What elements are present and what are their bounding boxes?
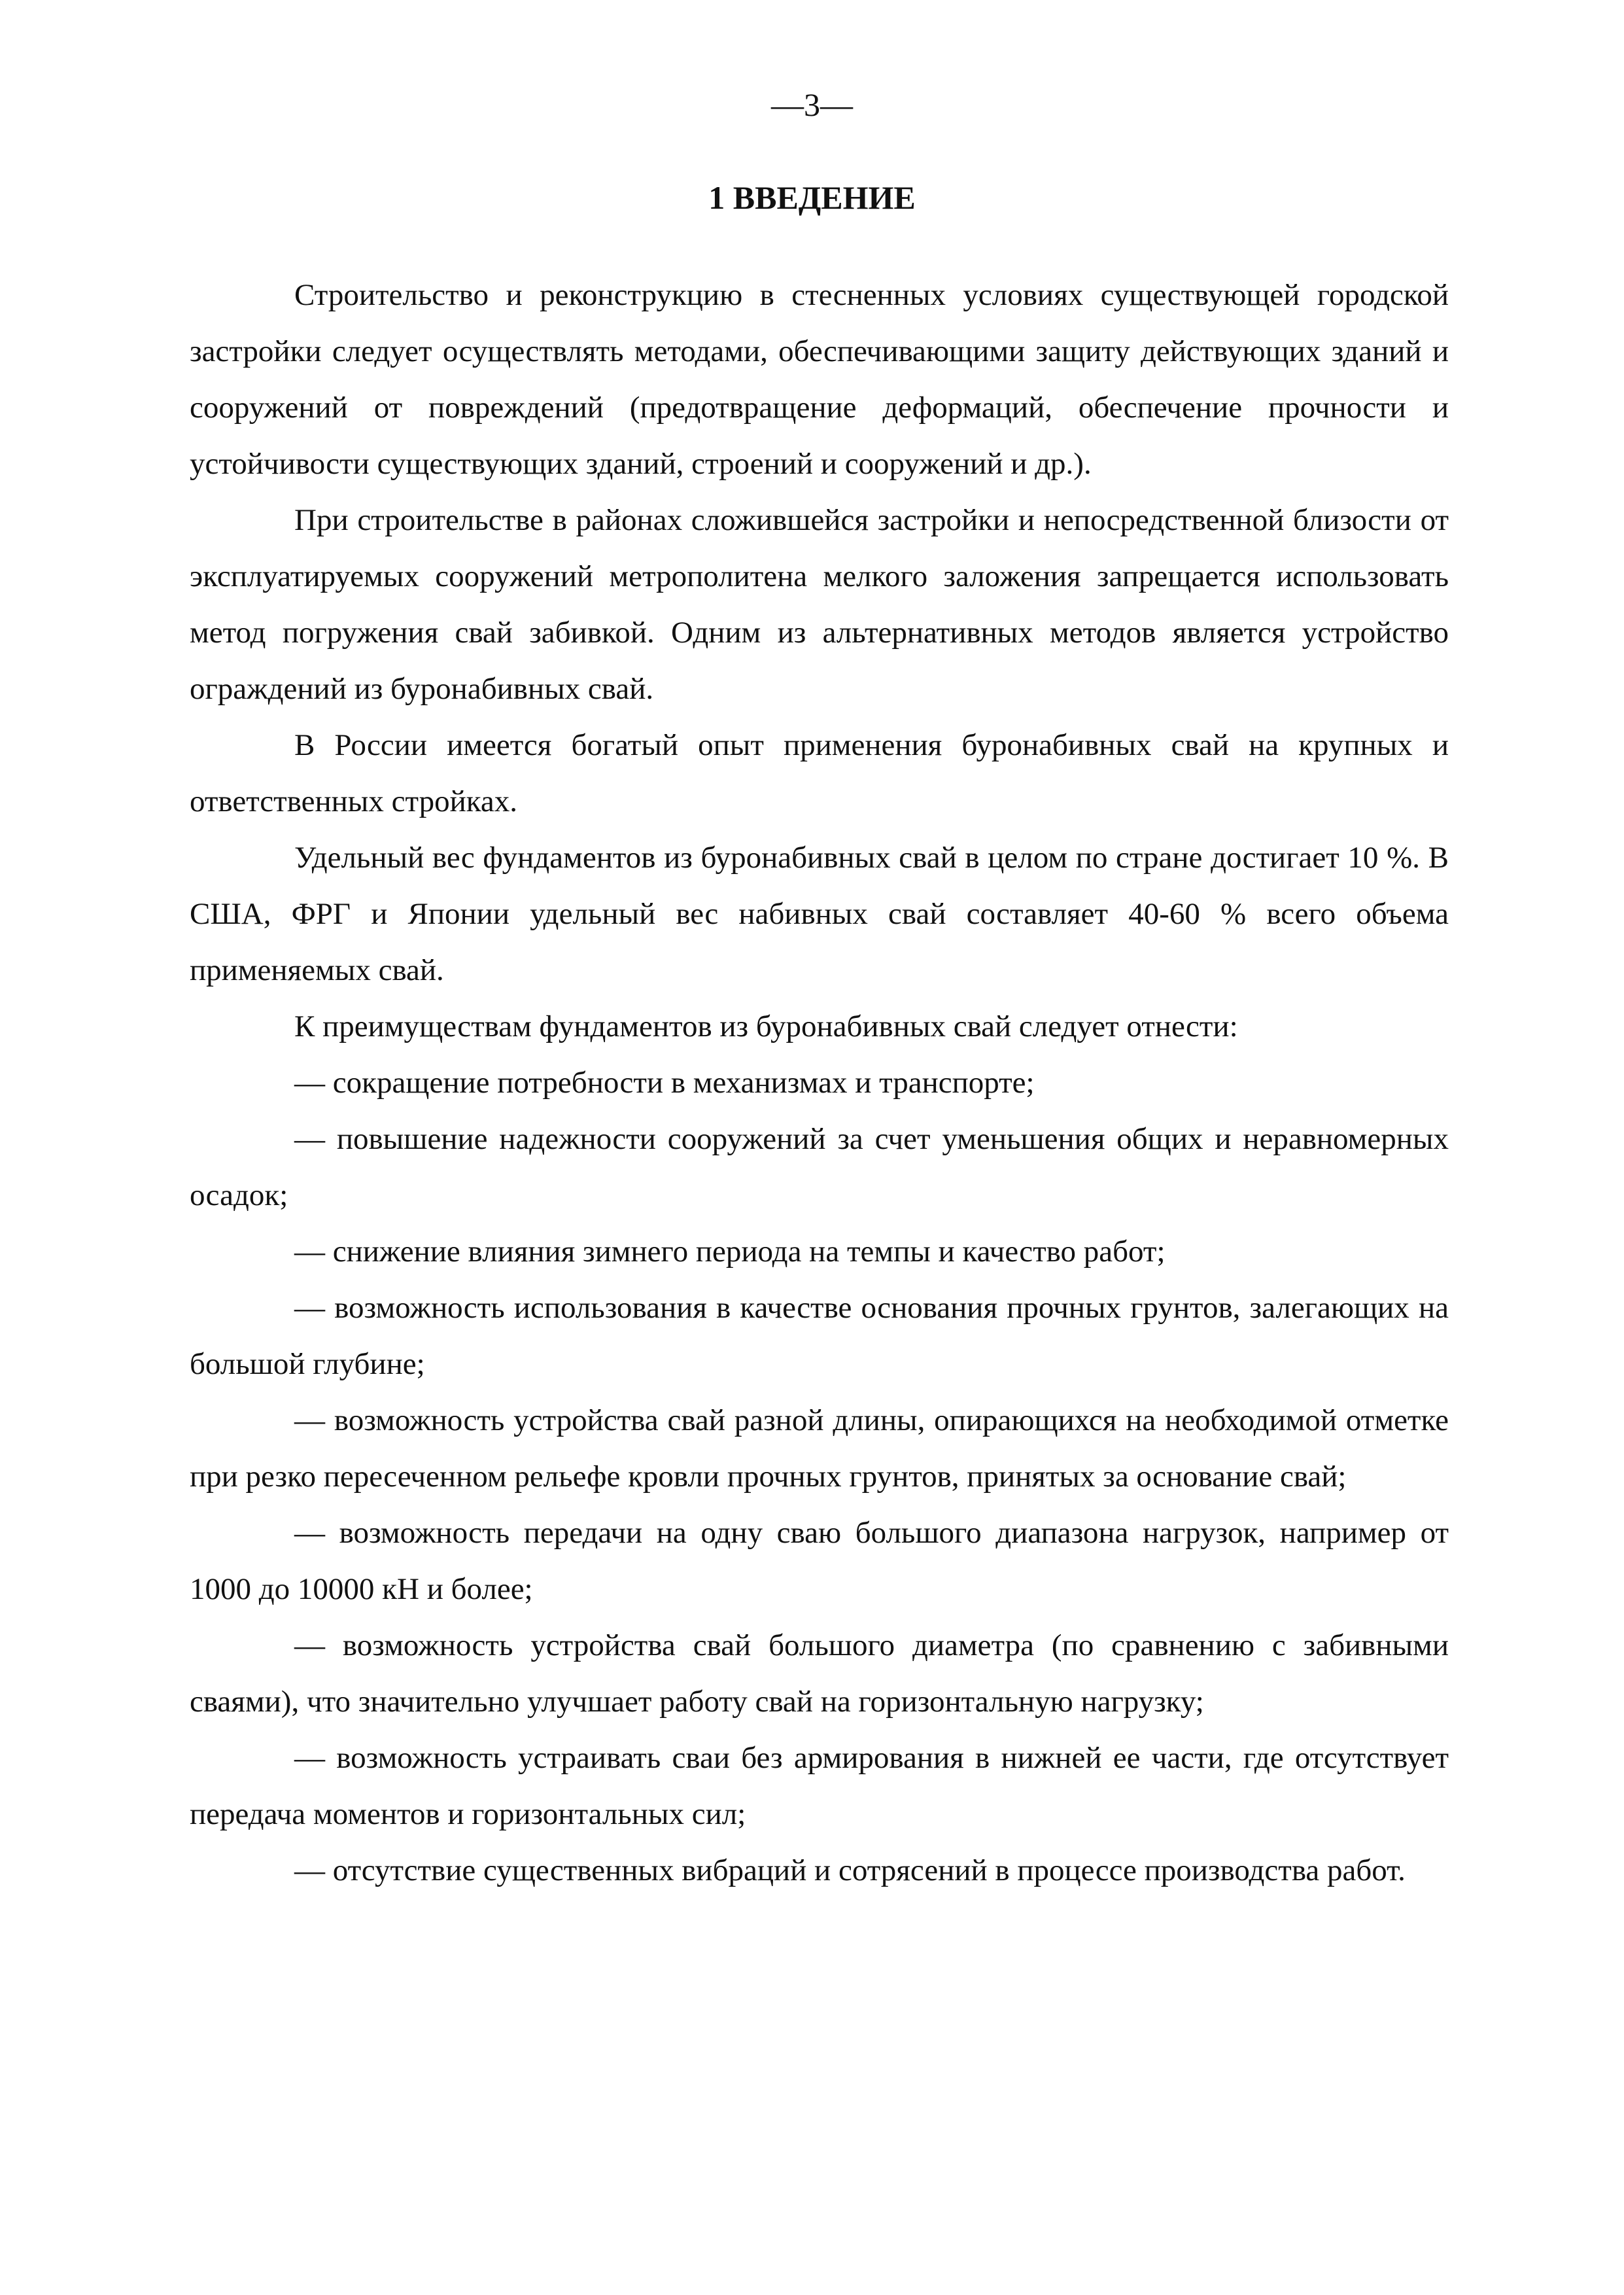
paragraph-russia: В России имеется богатый опыт применения буронабивных свай на крупных и ответственных стройках. <box>190 728 1449 818</box>
section-heading: 1 ВВЕДЕНИЕ <box>708 179 916 216</box>
paragraph-metro: При строительстве в районах сложившейся застройки и непосредственной близости от эксплуатируемых сооружений метрополитена мелкого заложения запрещается использовать метод погружения свай забивкой. Одним из альтернативных методов является устройство ограждений из буронабивных свай. <box>190 503 1449 706</box>
paragraph-share: Удельный вес фундаментов из буронабивных свай в целом по стране достигает 10 %. В США, ФРГ и Японии удельный вес набивных свай составляет 40-60 % всего объема применяемых свай. <box>190 841 1449 987</box>
paragraph-advantages: К преимуществам фундаментов из буронабивных свай следует отнести: <box>294 1009 1238 1043</box>
list-item: — возможность устройства свай большого диаметра (по сравнению с забивными сваями), что значительно улучшает работу свай на горизонтальную нагрузку; <box>190 1628 1449 1719</box>
list-item: — повышение надежности сооружений за счет уменьшения общих и неравномерных осадок; <box>190 1122 1449 1212</box>
list-item: — возможность использования в качестве основания прочных грунтов, залегающих на большой глубине; <box>190 1291 1449 1381</box>
list-item: — возможность передачи на одну сваю большого диапазона нагрузок, например от 1000 до 10000 кН и более; <box>190 1516 1449 1606</box>
page-number: —3— <box>771 86 853 123</box>
list-item: — возможность устройства свай разной длины, опирающихся на необходимой отметке при резко пересеченном рельефе кровли прочных грунтов, принятых за основание свай; <box>190 1403 1449 1494</box>
body-text <box>190 267 1449 1899</box>
list-item: — снижение влияния зимнего периода на темпы и качество работ; <box>294 1235 1166 1269</box>
list-item: — отсутствие существенных вибраций и сотрясений в процессе производства работ. <box>294 1853 1406 1887</box>
list-item: — возможность устраивать сваи без армирования в нижней ее части, где отсутствует передача моментов и горизонтальных сил; <box>190 1741 1449 1831</box>
list-item: — сокращение потребности в механизмах и транспорте; <box>294 1066 1035 1100</box>
paragraph-intro: Строительство и реконструкцию в стесненных условиях существующей городской застройки следует осуществлять методами, обеспечивающими защиту действующих зданий и сооружений от повреждений (предотвращение деформаций, обеспечение прочности и устойчивости существующих зданий, строений и сооружений и др.). <box>190 278 1449 481</box>
